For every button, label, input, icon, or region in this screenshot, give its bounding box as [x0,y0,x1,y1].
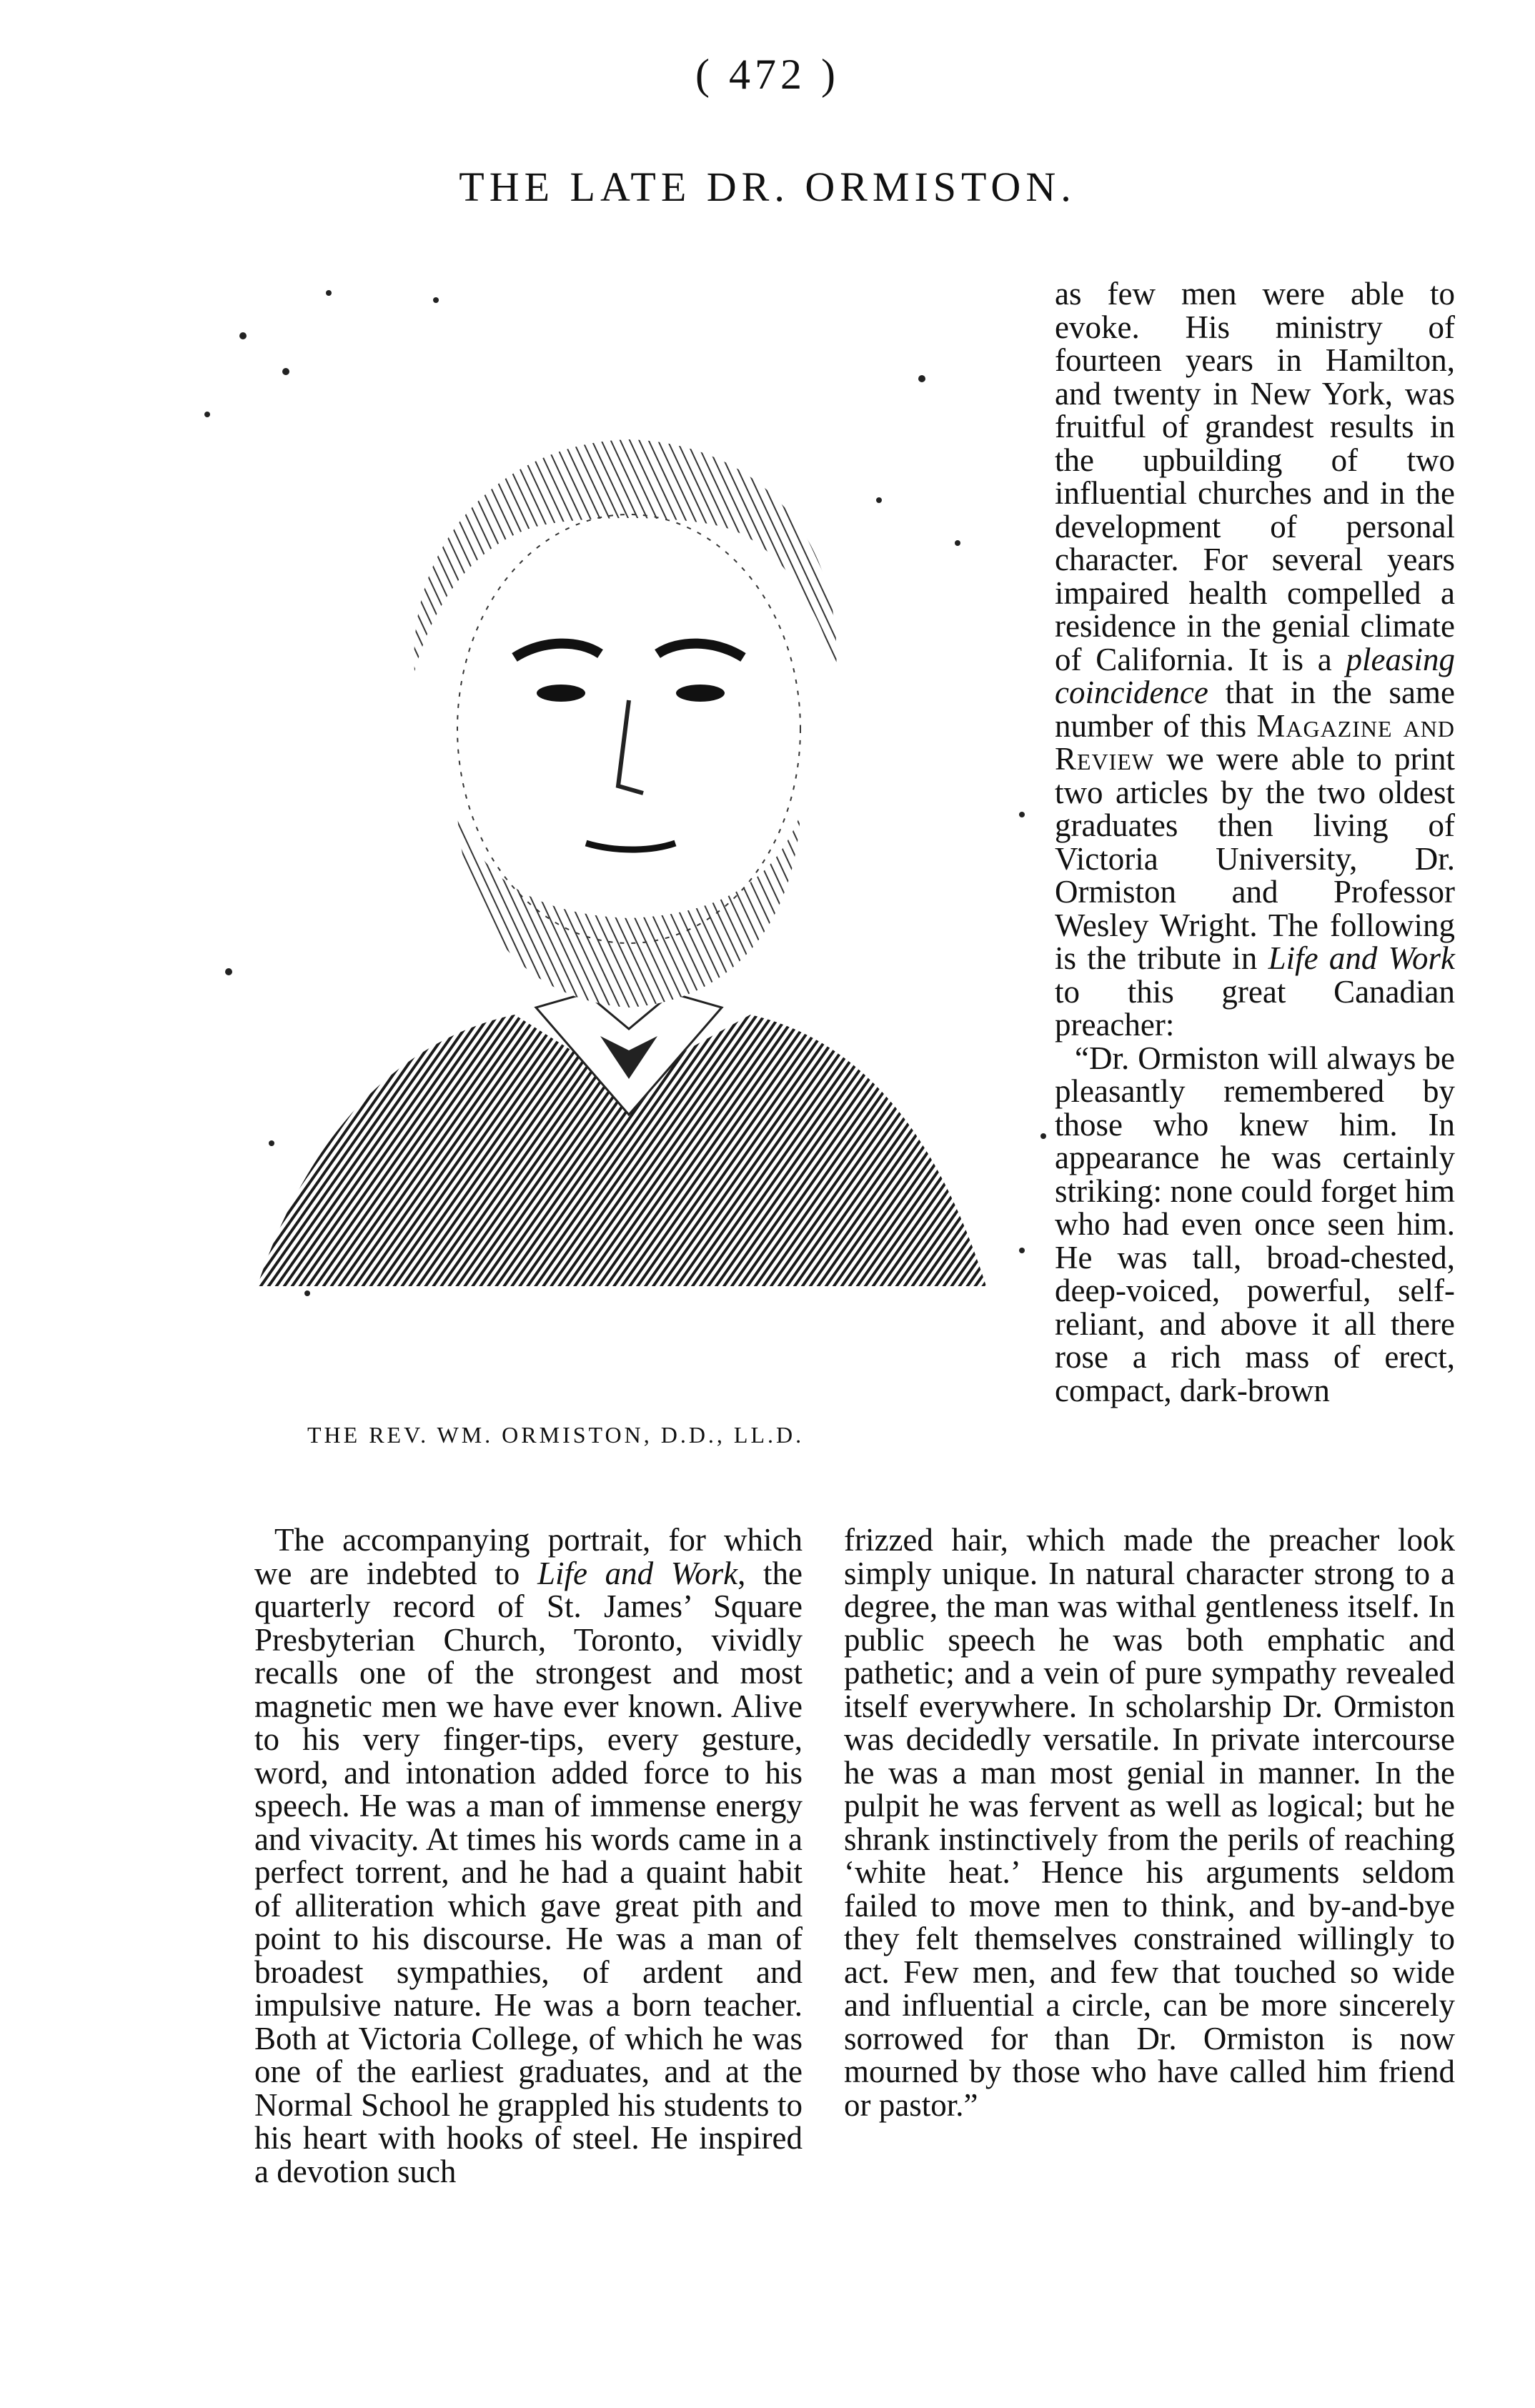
text-run: , the quarterly record of St. James’ Square Presbyterian Church, Toronto, vividly recalls one of the strongest and most magnetic men we have ever known. Alive to his very finger-tips, every gesture, word, and intonation added force to his speech. He was a man of immense energy and vivacity. At times his words came in a perfect torrent, and he had a quaint habit of alliteration which gave great pith and point to his discourse. He was a man of broadest sympathies, of ardent and impulsive nature. He was a born teacher. Both at Victoria College, of which he was one of the earliest graduates, and at the Normal School he grappled his students to his heart with hooks of steel. He inspired a devotion such [254,1555,803,2189]
engraved-portrait-icon [200,272,1058,1386]
paragraph-quote-continued: frizzed hair, which made the preacher look simply unique. In natural character strong to a degree, the man was withal gentleness itself. In public speech he was both emphatic and pathetic; and a vein of pure sympathy revealed itself everywhere. In scholarship Dr. Ormiston was decidedly versatile. In private intercourse he was a man most genial in manner. In the pulpit he was fervent as well as logical; but he shrank instinctively from the perils of reaching ‘white heat.’ Hence his arguments seldom failed to move men to think, and by-and-bye they felt themselves constrained willingly to act. Few men, and few that touched so wide and influential a circle, can be more sincerely sorrowed for than Dr. Ormiston is now mourned by those who have called him friend or pastor.” [844,1522,1455,2123]
text-run: as few men were able to evoke. His ministry of fourteen years in Hamilton, and twenty in New York, was fruitful of grandest results in the upbuilding of two influential churches and in the development of personal character. For several years impaired health compelled a residence in the genial climate of California. It is a [1055,276,1455,677]
page-title: THE LATE DR. ORMISTON. [459,164,1076,210]
text-run: The accompanying portrait, for which we are indebted to [254,1522,803,1591]
right-column-bottom [844,1523,1455,2121]
italic-run: pleasing coincidence [1055,641,1455,710]
left-column [254,1523,803,2188]
italic-run: Life and Work [1268,940,1455,976]
smallcaps-run: Magazine and Review [1055,707,1455,777]
italic-run: Life and Work [537,1555,738,1591]
text-run: to this great Canadian preacher: [1055,973,1455,1043]
right-column-top [1055,277,1455,1407]
page-number: ( 472 ) [695,51,840,98]
paragraph-evoke [1055,277,1455,1042]
paragraph-portrait-intro [254,1523,803,2188]
text-run: we were able to print two articles by the two oldest graduates then living of Victoria University, Dr. Ormiston and Professor Wesley Wright. The following is the tribute in [1055,741,1455,976]
paragraph-quote-start: “Dr. Ormiston will always be pleasantly remembered by those who knew him. In appearance he was certainly striking: none could forget him who had even once seen him. He was tall, broad-chested, deep-voiced, powerful, self-reliant, and above it all there rose a rich mass of erect, compact, dark-brown [1055,1040,1455,1408]
text-run: that in the same number of this [1055,675,1455,744]
portrait-caption: THE REV. WM. ORMISTON, D.D., LL.D. [307,1422,805,1448]
